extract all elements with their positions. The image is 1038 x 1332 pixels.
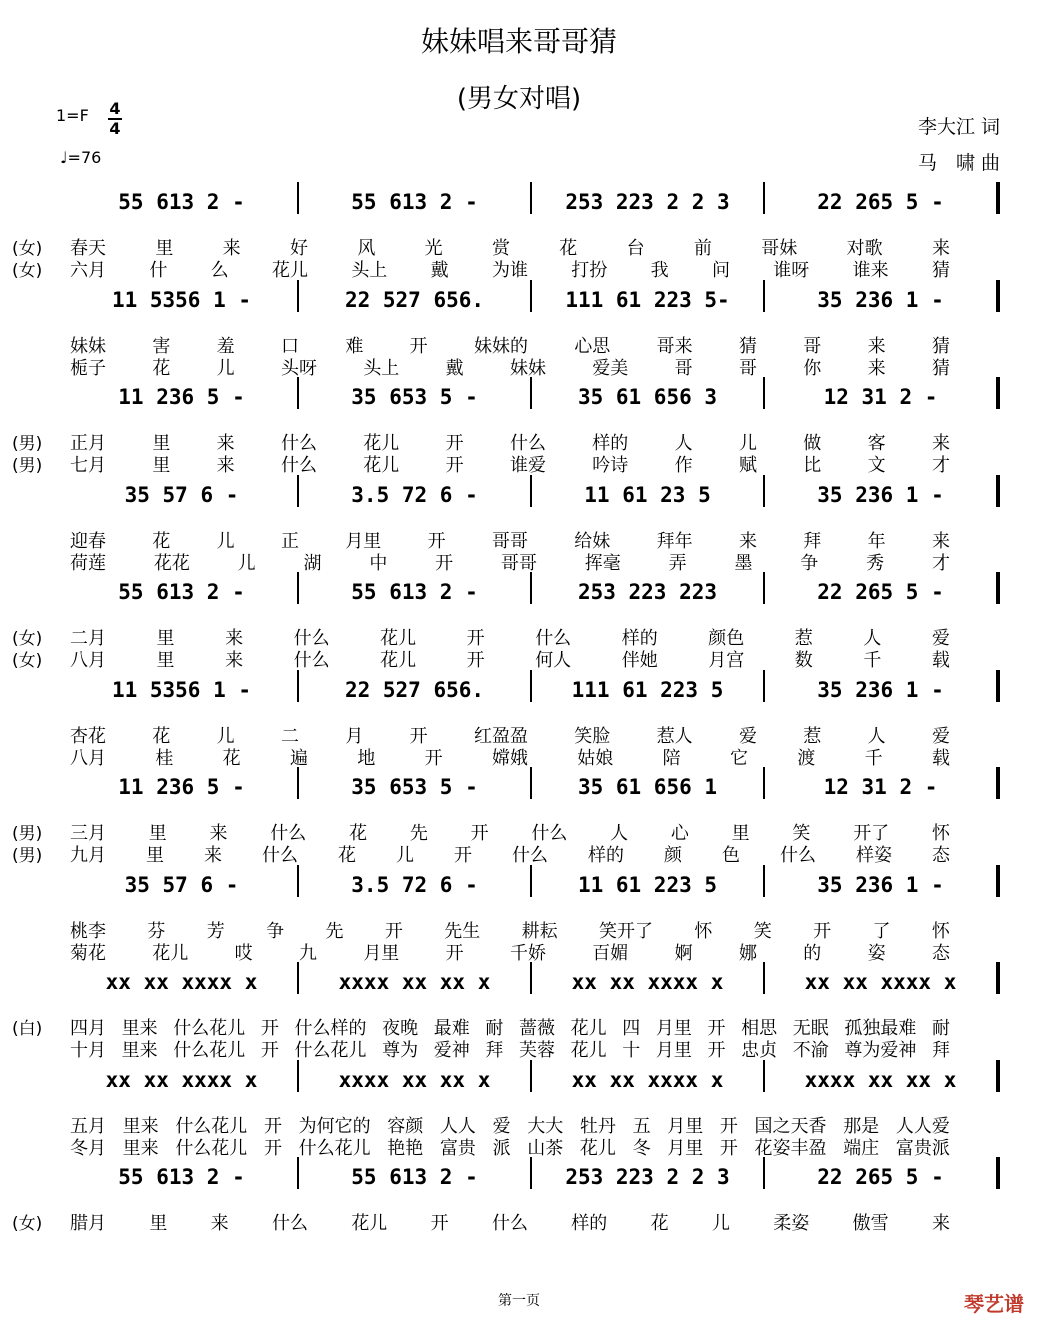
end-barline <box>996 377 1000 409</box>
page-subtitle: (男女对唱) <box>456 84 582 114</box>
notation-row <box>70 678 1005 704</box>
measure: 55 613 2 - <box>351 1165 478 1189</box>
measure: 11 61 23 5 <box>584 482 711 507</box>
notation-row <box>70 385 1005 411</box>
barline <box>530 1060 532 1092</box>
lyric-text: 杏花 花 儿 二 月 开 红盈盈 笑脸 惹人 爱 惹 人 爱 <box>70 725 950 747</box>
barline <box>763 182 765 214</box>
lyric-text: 栀子 花 儿 头呀 头上 戴 妹妹 爱美 哥 哥 你 来 猜 <box>70 357 950 379</box>
barline <box>297 670 299 702</box>
measure: 55 613 2 - <box>351 580 478 604</box>
notation-row <box>70 190 1005 216</box>
notation-row <box>70 775 1005 801</box>
barline <box>530 280 532 312</box>
measure: xxxx xx xx x <box>338 970 491 994</box>
lyric-text: 七月 里 来 什么 花儿 开 谁爱 吟诗 作 赋 比 文 才 <box>70 455 950 476</box>
measure: 12 31 2 - <box>823 385 938 409</box>
lyric-text: 桃李 芬 芳 争 先 开 先生 耕耘 笑开了 怀 笑 开 了 怀 <box>70 920 950 942</box>
lyric-text: 妹妹 害 羞 口 难 开 妹妹的 心思 哥来 猜 哥 来 猜 <box>70 335 950 357</box>
lyric-text: 菊花 花儿 哎 九 月里 开 千娇 百媚 婀 娜 的 姿 态 <box>70 942 950 964</box>
lyric-text: 二月 里 来 什么 花儿 开 什么 样的 颜色 惹 人 爱 <box>70 628 950 649</box>
measure: 3.5 72 6 - <box>351 872 478 897</box>
end-barline <box>996 767 1000 799</box>
lyric-text: 十月 里来 什么花儿 开 什么花儿 尊为 爱神 拜 芙蓉 花儿 十 月里 开 忠贞 不渝 尊为爱神 拜 <box>70 1040 950 1061</box>
notation-row <box>70 873 1005 899</box>
measure: 35 57 6 - <box>124 872 239 897</box>
barline <box>297 865 299 897</box>
measure: 35 236 1 - <box>817 677 944 702</box>
barline <box>530 865 532 897</box>
lyricist-credit: 李大江 词 <box>917 116 1000 138</box>
barline <box>297 1157 299 1189</box>
singer-label: (男) <box>12 434 43 454</box>
barline <box>297 962 299 994</box>
singer-label: (白) <box>12 1019 43 1039</box>
measure: xx xx xxxx x <box>105 1067 258 1092</box>
end-barline <box>996 865 1000 897</box>
measure: 35 57 6 - <box>124 482 239 507</box>
singer-label: (女) <box>12 1214 43 1234</box>
page-title: 妹妹唱来哥哥猜 <box>420 25 617 58</box>
notation-row <box>70 288 1005 314</box>
end-barline <box>996 670 1000 702</box>
measure: xx xx xxxx x <box>571 970 724 994</box>
measure: xx xx xxxx x <box>105 970 258 994</box>
measure: 22 265 5 - <box>817 580 944 604</box>
barline <box>297 572 299 604</box>
barline <box>763 475 765 507</box>
measure: 22 265 5 - <box>817 190 944 214</box>
measure: 22 527 656. <box>344 287 485 312</box>
barline <box>297 475 299 507</box>
measure: 11 236 5 - <box>118 385 245 409</box>
lyric-text: 三月 里 来 什么 花 先 开 什么 人 心 里 笑 开了 怀 <box>70 823 950 844</box>
site-logo: 琴艺谱 <box>964 1292 1024 1316</box>
singer-label: (女) <box>12 239 43 259</box>
lyric-text: 荷莲 花花 儿 湖 中 开 哥哥 挥毫 弄 墨 争 秀 才 <box>70 552 950 574</box>
measure: 111 61 223 5 <box>571 677 724 702</box>
barline <box>763 280 765 312</box>
barline <box>530 182 532 214</box>
time-signature <box>108 100 122 138</box>
barline <box>530 767 532 799</box>
barline <box>530 572 532 604</box>
barline <box>763 962 765 994</box>
measure: 12 31 2 - <box>823 775 938 799</box>
barline <box>530 377 532 409</box>
barline <box>297 377 299 409</box>
end-barline <box>996 572 1000 604</box>
barline <box>763 1060 765 1092</box>
barline <box>763 377 765 409</box>
page-footer: 第一页 <box>498 1293 540 1309</box>
notation-row <box>70 580 1005 606</box>
lyric-text: 四月 里来 什么花儿 开 什么样的 夜晚 最难 耐 蔷薇 花儿 四 月里 开 相思 无眠 孤独最难 耐 <box>70 1018 950 1039</box>
measure: 35 61 656 3 <box>577 385 718 409</box>
measure: xxxx xx xx x <box>804 1067 957 1092</box>
barline <box>297 767 299 799</box>
measure: 11 236 5 - <box>118 775 245 799</box>
lyric-text: 六月 什 么 花儿 头上 戴 为谁 打扮 我 问 谁呀 谁来 猜 <box>70 260 950 281</box>
singer-label: (女) <box>12 651 43 671</box>
barline <box>763 865 765 897</box>
barline <box>297 182 299 214</box>
measure: xxxx xx xx x <box>338 1067 491 1092</box>
barline <box>763 767 765 799</box>
notation-row <box>70 1165 1005 1191</box>
end-barline <box>996 182 1000 214</box>
end-barline <box>996 475 1000 507</box>
tempo-marking: ♩=76 <box>60 148 102 167</box>
barline <box>530 670 532 702</box>
lyric-text: 五月 里来 什么花儿 开 为何它的 容颜 人人 爱 大大 牡丹 五 月里 开 国之天香 那是 人人爱 <box>70 1115 950 1137</box>
notation-row <box>70 483 1005 509</box>
end-barline <box>996 1157 1000 1189</box>
lyric-text: 春天 里 来 好 风 光 赏 花 台 前 哥妹 对歌 来 <box>70 238 950 259</box>
measure: 35 236 1 - <box>817 287 944 312</box>
singer-label: (男) <box>12 846 43 866</box>
measure: 253 223 2 2 3 <box>565 190 730 214</box>
lyric-text: 八月 桂 花 遍 地 开 嫦娥 姑娘 陪 它 渡 千 载 <box>70 747 950 769</box>
singer-label: (男) <box>12 824 43 844</box>
measure: 55 613 2 - <box>118 190 245 214</box>
measure: 22 265 5 - <box>817 1165 944 1189</box>
notation-row <box>70 970 1005 996</box>
lyric-text: 腊月 里 来 什么 花儿 开 什么 样的 花 儿 柔姿 傲雪 来 <box>70 1213 950 1234</box>
measure: 55 613 2 - <box>118 580 245 604</box>
time-signature-bottom: 4 <box>109 119 121 138</box>
barline <box>763 572 765 604</box>
barline <box>297 1060 299 1092</box>
measure: 253 223 2 2 3 <box>565 1165 730 1189</box>
measure: 111 61 223 5- <box>565 287 730 312</box>
measure: 35 236 1 - <box>817 872 944 897</box>
measure: 35 236 1 - <box>817 482 944 507</box>
lyric-text: 九月 里 来 什么 花 儿 开 什么 样的 颜 色 什么 样姿 态 <box>70 845 950 866</box>
barline <box>763 1157 765 1189</box>
measure: 3.5 72 6 - <box>351 482 478 507</box>
measure: 55 613 2 - <box>351 190 478 214</box>
measure: 11 5356 1 - <box>111 287 252 312</box>
lyric-text: 八月 里 来 什么 花儿 开 何人 伴她 月宫 数 千 载 <box>70 650 950 671</box>
lyric-text: 冬月 里来 什么花儿 开 什么花儿 艳艳 富贵 派 山茶 花儿 冬 月里 开 花姿丰盈 端庄 富贵派 <box>70 1137 950 1159</box>
singer-label: (女) <box>12 261 43 281</box>
barline <box>530 475 532 507</box>
measure: 35 653 5 - <box>351 385 478 409</box>
measure: 22 527 656. <box>344 677 485 702</box>
measure: 35 653 5 - <box>351 775 478 799</box>
singer-label: (男) <box>12 456 43 476</box>
measure: xx xx xxxx x <box>571 1067 724 1092</box>
end-barline <box>996 962 1000 994</box>
measure: 55 613 2 - <box>118 1165 245 1189</box>
barline <box>530 962 532 994</box>
end-barline <box>996 280 1000 312</box>
composer-credit: 马 啸 曲 <box>917 152 1000 174</box>
measure: 35 61 656 1 <box>577 775 718 799</box>
measure: 253 223 223 <box>577 580 718 604</box>
end-barline <box>996 1060 1000 1092</box>
singer-label: (女) <box>12 629 43 649</box>
measure: xx xx xxxx x <box>804 970 957 994</box>
lyric-text: 正月 里 来 什么 花儿 开 什么 样的 人 儿 做 客 来 <box>70 433 950 454</box>
measure: 11 5356 1 - <box>111 677 252 702</box>
time-signature-top: 4 <box>109 99 121 118</box>
key-signature: 1=F <box>56 106 89 125</box>
lyric-text: 迎春 花 儿 正 月里 开 哥哥 给妹 拜年 来 拜 年 来 <box>70 530 950 552</box>
barline <box>763 670 765 702</box>
notation-row <box>70 1068 1005 1094</box>
measure: 11 61 223 5 <box>577 872 718 897</box>
barline <box>297 280 299 312</box>
barline <box>530 1157 532 1189</box>
